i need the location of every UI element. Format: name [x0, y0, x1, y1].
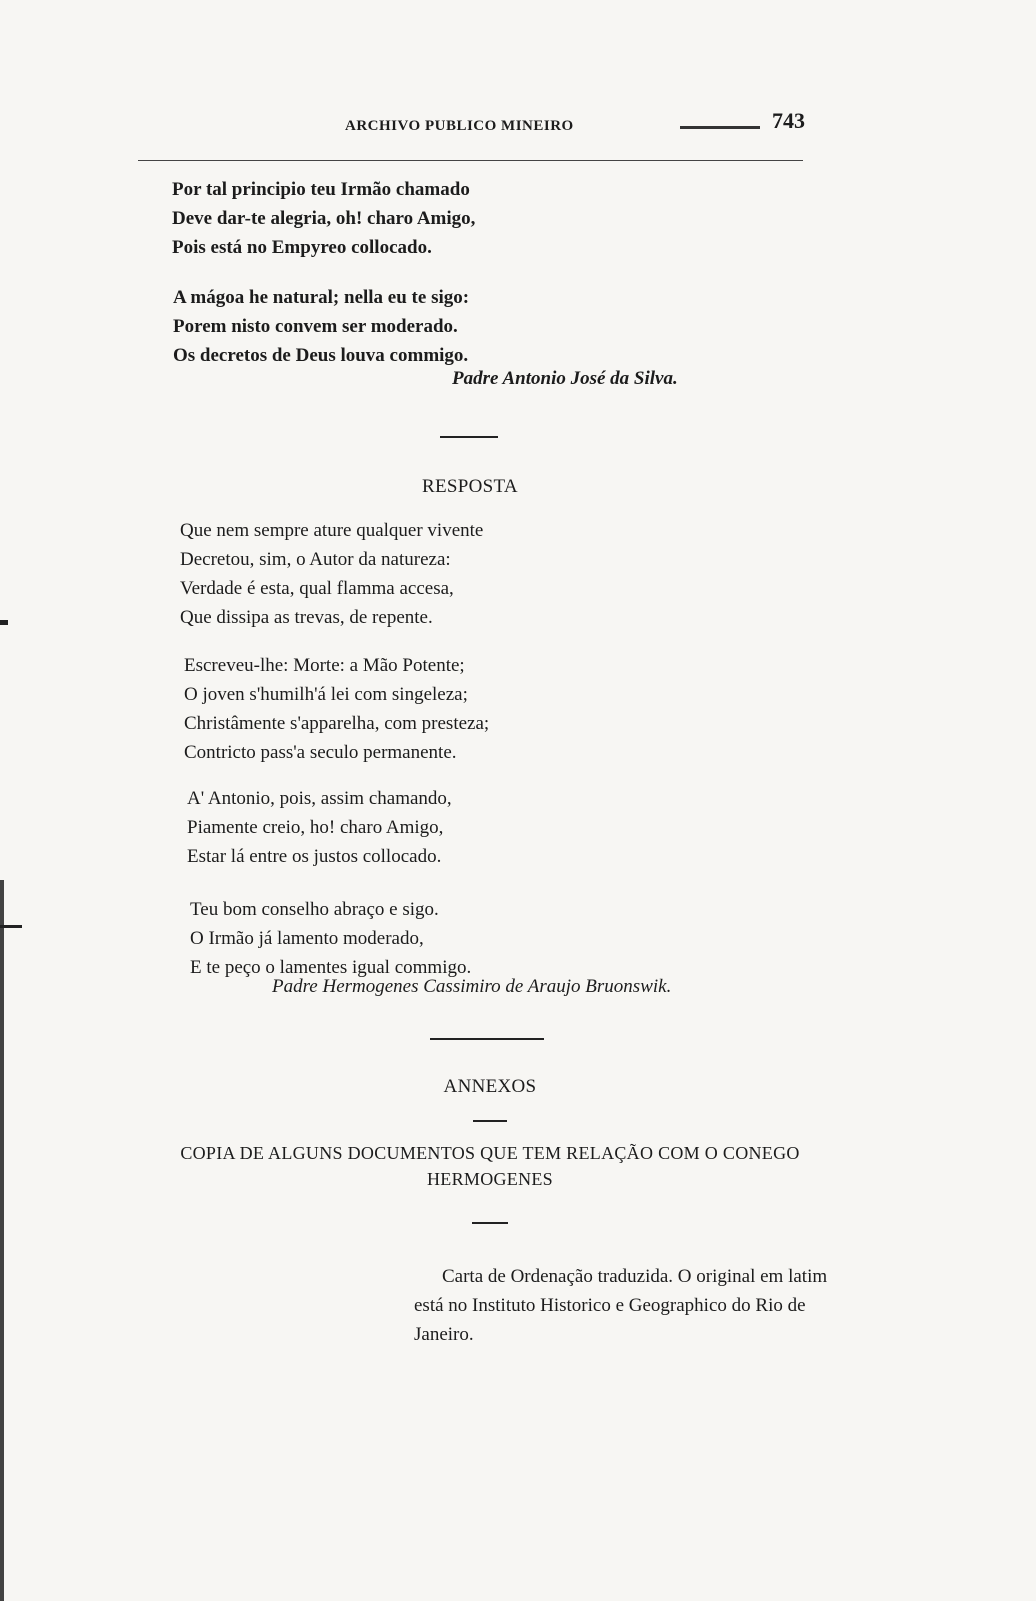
page-number: 743: [772, 108, 805, 133]
annexos-title: ANNEXOS: [443, 1076, 537, 1097]
verse-line: Teu bom conselho abraço e sigo.: [190, 899, 439, 920]
verse-line: Deve dar-te alegria, oh! charo Amigo,: [172, 208, 476, 229]
header-ornament: [680, 126, 760, 129]
poem1-stanza-1: [172, 175, 475, 262]
verse-line: A' Antonio, pois, assim chamando,: [187, 788, 452, 809]
section-divider: [473, 1120, 507, 1122]
verse-line: Porem nisto convem ser moderado.: [173, 316, 458, 337]
verse-line: Por tal principio teu Irmão chamado: [172, 179, 470, 200]
resposta-stanza-4: [190, 895, 471, 982]
verse-line: Christâmente s'apparelha, com presteza;: [184, 713, 490, 734]
resposta-stanza-3: [187, 784, 452, 871]
resposta-title: RESPOSTA: [422, 476, 518, 497]
header-rule: [138, 160, 803, 161]
scan-edge-mark: [0, 620, 8, 625]
section-divider: [472, 1222, 508, 1224]
verse-line: Os decretos de Deus louva commigo.: [173, 345, 469, 366]
resposta-signature: Padre Hermogenes Cassimiro de Araujo Bruonswik.: [272, 976, 672, 997]
verse-line: Escreveu-lhe: Morte: a Mão Potente;: [184, 655, 465, 676]
subtitle-line: COPIA DE ALGUNS DOCUMENTOS QUE TEM RELAÇÃO COM O CONEGO: [180, 1143, 800, 1163]
subtitle-line: HERMOGENES: [426, 1169, 553, 1189]
verse-line: Decretou, sim, o Autor da natureza:: [180, 549, 451, 570]
verse-line: Pois está no Empyreo collocado.: [172, 237, 432, 258]
scan-edge-shadow: [0, 880, 4, 1601]
scan-edge-mark: [0, 925, 22, 928]
verse-line: O joven s'humilh'á lei com singeleza;: [184, 684, 468, 705]
resposta-stanza-1: [180, 516, 483, 632]
poem1-stanza-2: [173, 283, 469, 370]
annex-note-text: Carta de Ordenação traduzida. O original em latim está no Instituto Historico e Geographico do Rio de Janeiro.: [414, 1266, 828, 1345]
verse-line: E te peço o lamentes igual commigo.: [190, 957, 472, 978]
verse-line: Contricto pass'a seculo permanente.: [184, 742, 457, 763]
verse-line: Estar lá entre os justos collocado.: [187, 846, 442, 867]
verse-line: Que dissipa as trevas, de repente.: [180, 607, 433, 628]
running-header: ARCHIVO PUBLICO MINEIRO: [345, 118, 574, 134]
section-divider: [430, 1038, 544, 1040]
verse-line: Verdade é esta, qual flamma accesa,: [180, 578, 454, 599]
verse-line: A mágoa he natural; nella eu te sigo:: [173, 287, 470, 308]
annex-note: [414, 1262, 834, 1349]
verse-line: Que nem sempre ature qualquer vivente: [180, 520, 484, 541]
resposta-stanza-2: [184, 651, 489, 767]
verse-line: O Irmão já lamento moderado,: [190, 928, 424, 949]
annexos-subtitle: [150, 1140, 830, 1192]
verse-line: Piamente creio, ho! charo Amigo,: [187, 817, 444, 838]
poem1-signature: Padre Antonio José da Silva.: [452, 368, 678, 389]
section-divider: [440, 436, 498, 438]
